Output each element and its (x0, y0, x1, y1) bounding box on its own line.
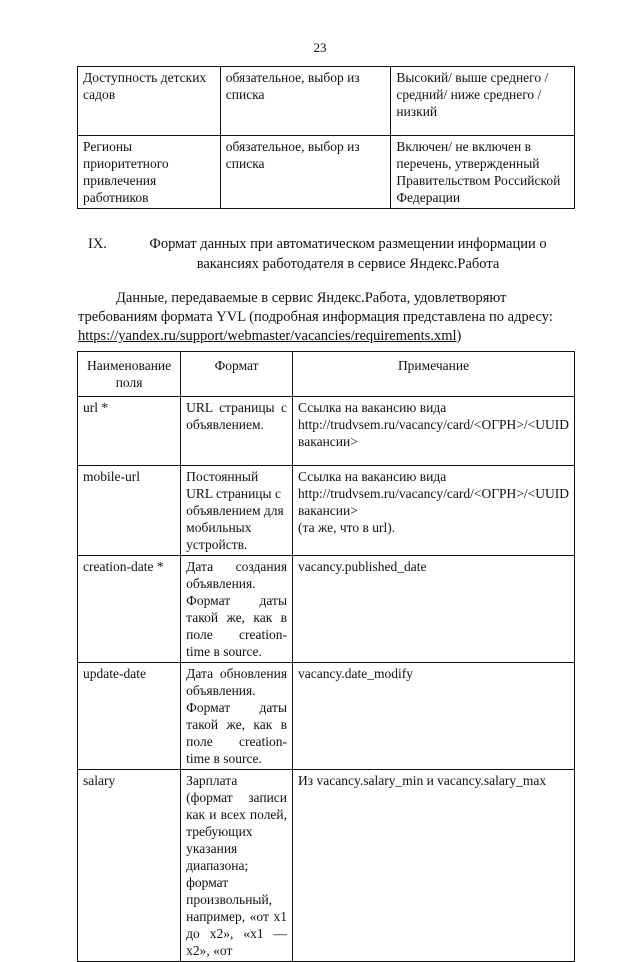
field-name: update-date (78, 663, 181, 770)
table-row (78, 466, 575, 556)
field-name: salary (78, 770, 181, 962)
table-row (78, 67, 575, 136)
table-row (78, 663, 575, 770)
table-row (78, 136, 575, 209)
section-number: IX. (88, 236, 107, 252)
table-row (78, 770, 575, 962)
criterion-type: обязательное, выбор из списка (220, 136, 391, 209)
field-note: Из vacancy.salary_min и vacancy.salary_max (293, 770, 575, 962)
section-heading (88, 234, 568, 274)
table-header-row (78, 352, 575, 397)
fields-table (77, 351, 575, 962)
header-note: Примечание (293, 352, 575, 397)
criterion-values: Включен/ не включен в перечень, утвержденный Правительством Российской Федерации (391, 136, 575, 209)
requirements-link[interactable]: https://yandex.ru/support/webmaster/vacancies/requirements.xml (78, 328, 457, 344)
field-note: vacancy.published_date (293, 556, 575, 663)
field-format: Зарплата (формат записи как и всех полей, требующих указания диапазона; формат произвольный, например, «от x1 до x2», «x1 — x2», «от (181, 770, 293, 962)
table-row (78, 556, 575, 663)
section-title: Формат данных при автоматическом размещении информации о вакансиях работодателя в сервисе Яндекс.Работа (149, 236, 547, 272)
field-name: url * (78, 397, 181, 466)
criterion-type: обязательное, выбор из списка (220, 67, 391, 136)
page-number: 23 (313, 40, 327, 55)
field-note: Ссылка на вакансию вида http://trudvsem.ru/vacancy/card/<ОГРН>/<UUID вакансии> (та же, что в url). (293, 466, 575, 556)
table-row (78, 397, 575, 466)
field-note: vacancy.date_modify (293, 663, 575, 770)
paragraph-tail: ) (456, 328, 462, 344)
intro-paragraph (78, 289, 576, 346)
field-name: creation-date * (78, 556, 181, 663)
regional-criteria-table (77, 66, 575, 209)
field-note: Ссылка на вакансию вида http://trudvsem.ru/vacancy/card/<ОГРН>/<UUID вакансии> (293, 397, 575, 466)
criterion-name: Доступность детских садов (78, 67, 221, 136)
field-name: mobile-url (78, 466, 181, 556)
field-format: Дата создания объявления. Формат даты такой же, как в поле creation-time в source. (181, 556, 293, 663)
criterion-name: Регионы приоритетного привлечения работников (78, 136, 221, 209)
field-format: Дата обновления объявления. Формат даты такой же, как в поле creation-time в source. (181, 663, 293, 770)
header-field-name: Наименование поля (78, 352, 181, 397)
header-format: Формат (181, 352, 293, 397)
criterion-values: Высокий/ выше среднего / средний/ ниже среднего / низкий (391, 67, 575, 136)
paragraph-text: Данные, передаваемые в сервис Яндекс.Работа, удовлетворяют требованиям формата YVL (подробная информация представлена по адресу: (78, 290, 553, 325)
field-format: Постоянный URL страницы с объявлением для мобильных устройств. (181, 466, 293, 556)
field-format: URL страницы с объявлением. (181, 397, 293, 466)
